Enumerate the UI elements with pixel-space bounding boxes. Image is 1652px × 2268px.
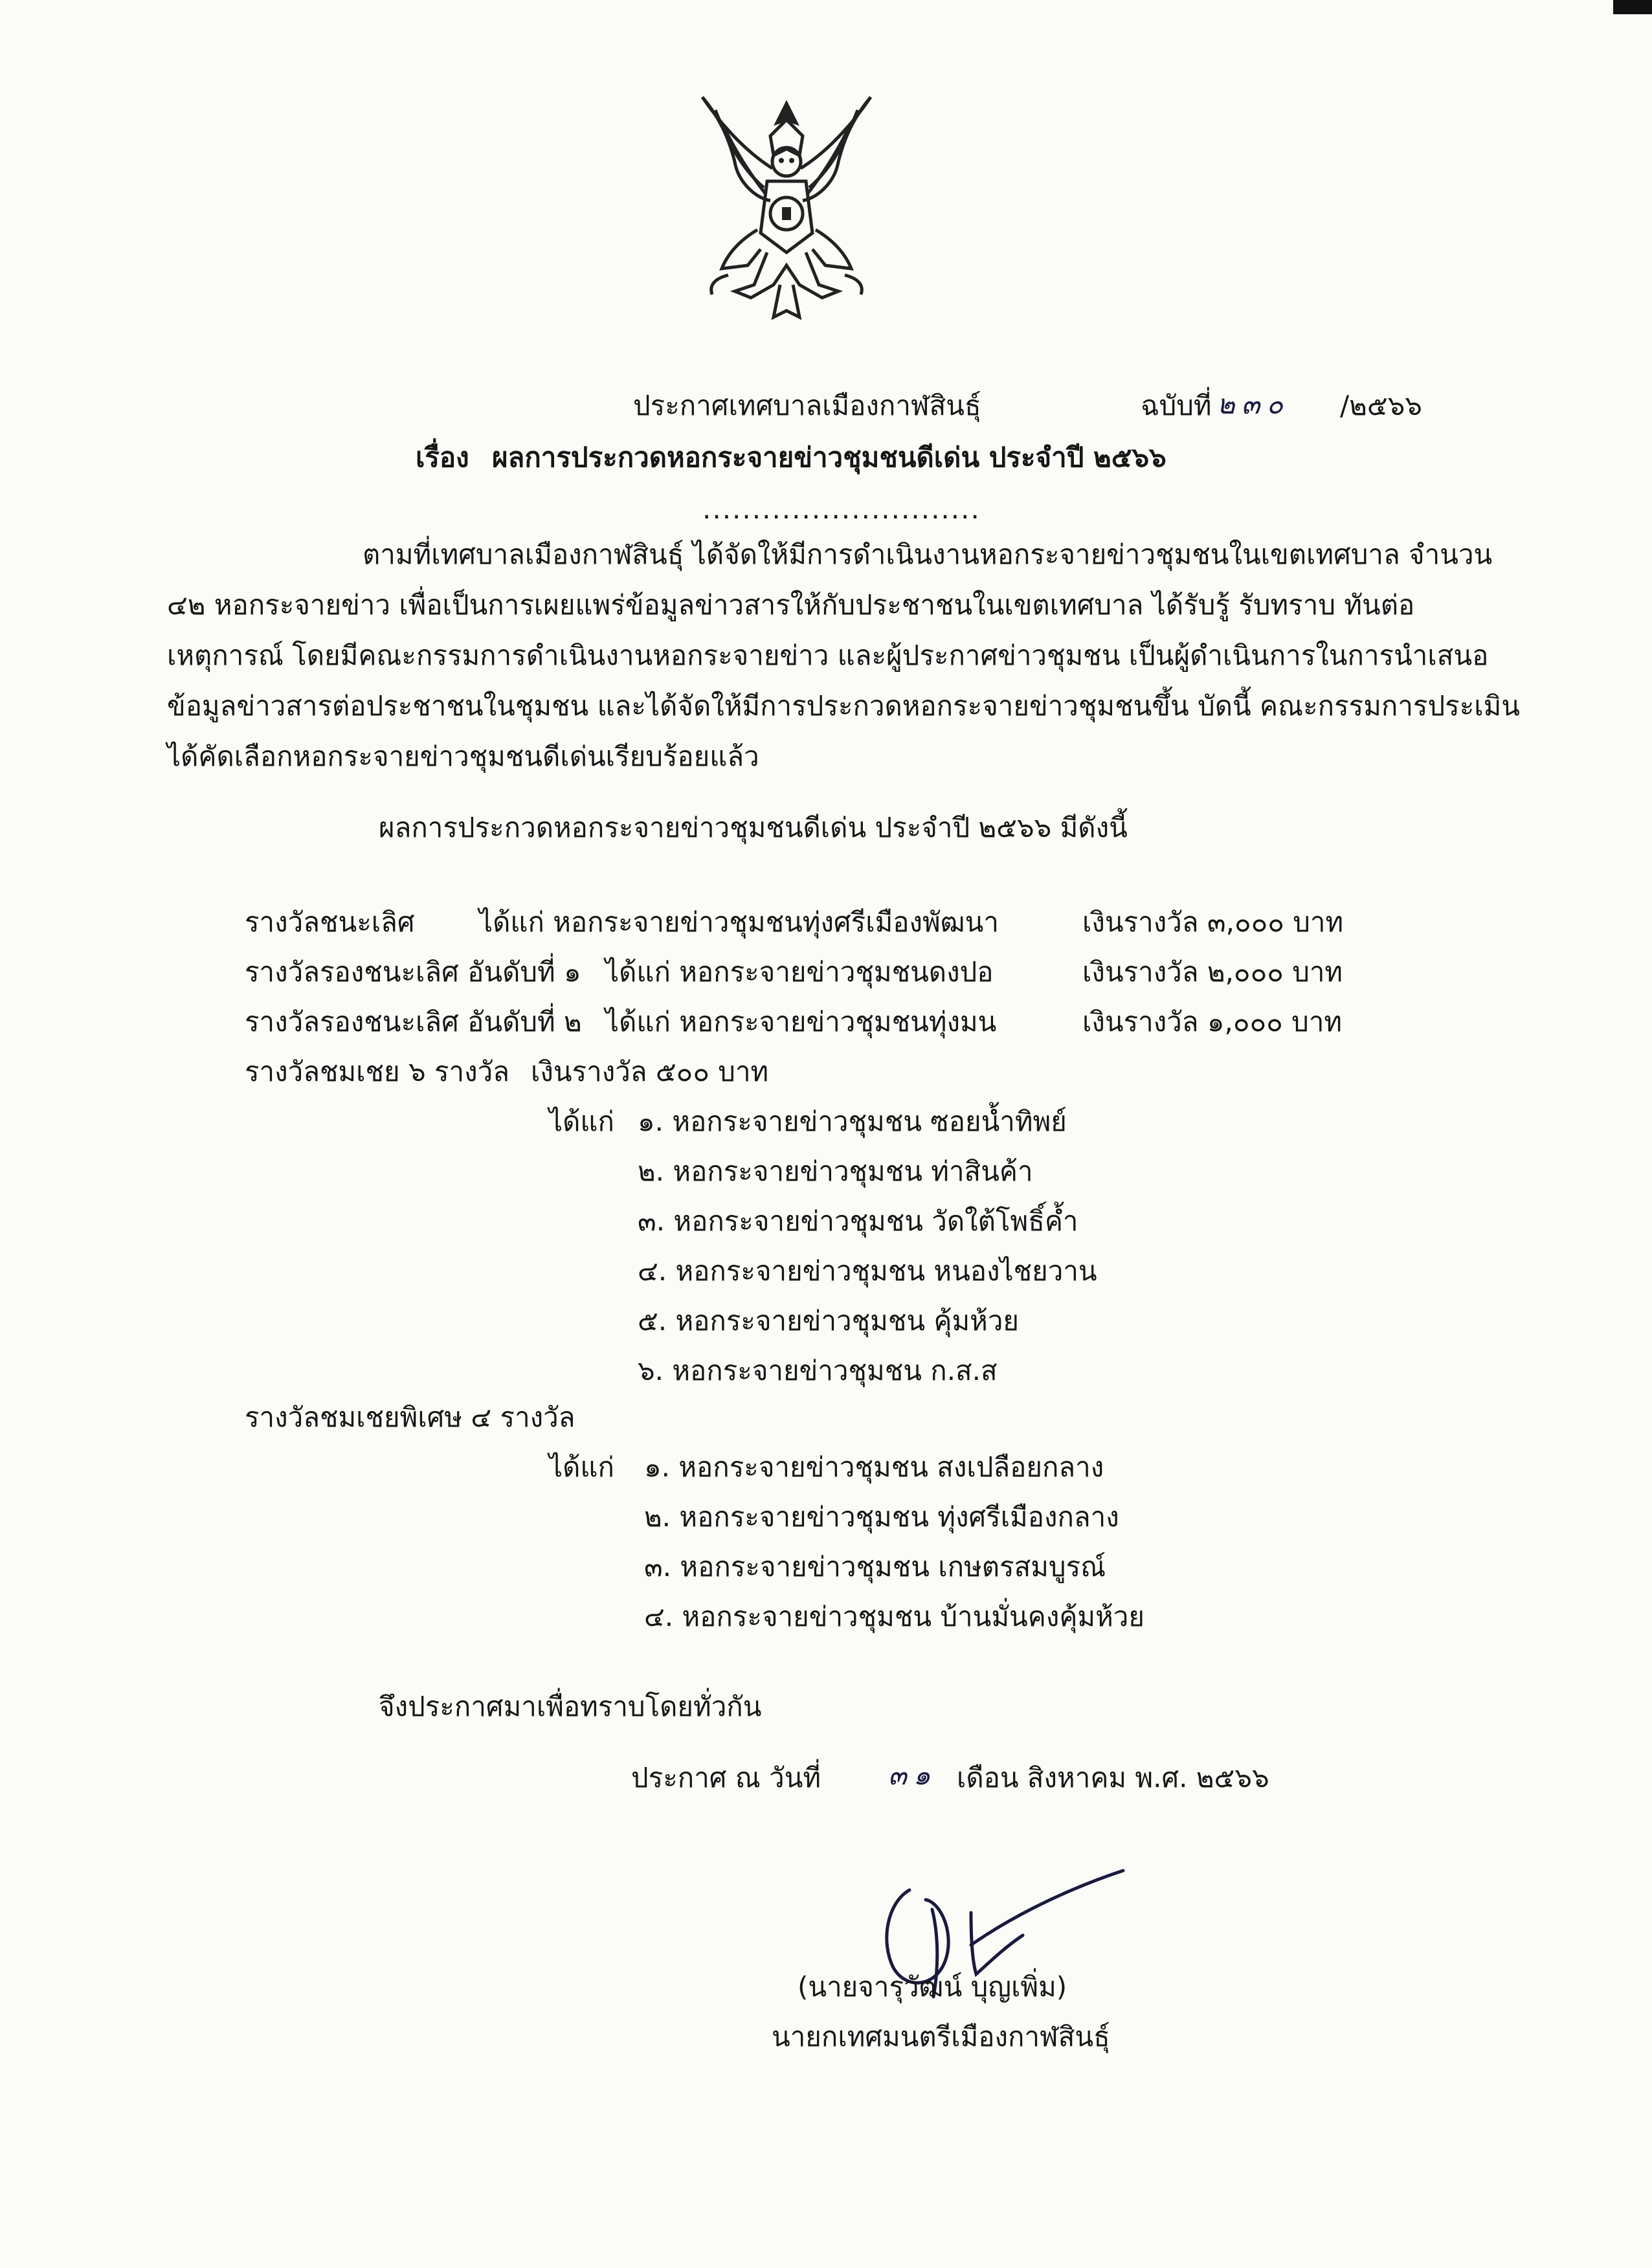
closing-statement: จึงประกาศมาเพื่อทราบโดยทั่วกัน — [379, 1691, 762, 1722]
special-item: ๓. หอกระจายข่าวชุมชน เกษตรสมบูรณ์ — [644, 1551, 1106, 1583]
honorable-item: ๕. หอกระจายข่าวชุมชน คุ้มห้วย — [638, 1305, 1020, 1337]
announcement-number-handwritten: ๒๓๐ — [1217, 388, 1290, 420]
honorable-item: ๑. หอกระจายข่าวชุมชน ซอยน้ำทิพย์ — [638, 1106, 1067, 1137]
special-item: ๔. หอกระจายข่าวชุมชน บ้านมั่นคงคุ้มห้วย — [644, 1601, 1145, 1632]
honorable-prize: เงินรางวัล ๕๐๐ บาท — [531, 1056, 769, 1087]
date-day-handwritten: ๓๑ — [888, 1759, 937, 1791]
special-item: ๑. หอกระจายข่าวชุมชน สงเปลือยกลาง — [644, 1451, 1104, 1483]
scan-corner-mark — [1613, 0, 1652, 14]
honorable-item: ๒. หอกระจายข่าวชุมชน ท่าสินค้า — [638, 1155, 1033, 1187]
paragraph-line: ได้คัดเลือกหอกระจายข่าวชุมชนดีเด่นเรียบร้อยแล้ว — [167, 740, 759, 772]
winner-recipient: ได้แก่ หอกระจายข่าวชุมชนทุ่งศรีเมืองพัฒนา — [479, 906, 999, 938]
winner-label: รางวัลชนะเลิศ — [245, 906, 415, 938]
special-label: รางวัลชมเชยพิเศษ ๔ รางวัล — [245, 1401, 575, 1433]
paragraph-line: ๔๒ หอกระจายข่าว เพื่อเป็นการเผยแพร่ข้อมูลข่าวสารให้กับประชาชนในเขตเทศบาล ได้รับรู้ รับทราบ ทันต่อ — [167, 589, 1415, 621]
results-intro: ผลการประกวดหอกระจายข่าวชุมชนดีเด่น ประจำปี ๒๕๖๖ มีดังนี้ — [379, 812, 1128, 843]
runner-up-2-prize: เงินรางวัล ๑,๐๐๐ บาท — [1082, 1006, 1343, 1038]
subject-text: ผลการประกวดหอกระจายข่าวชุมชนดีเด่น ประจำปี ๒๕๖๖ — [492, 441, 1166, 473]
signatory-position: นายกเทศมนตรีเมืองกาฬสินธุ์ — [772, 2021, 1110, 2052]
date-suffix: เดือน สิงหาคม พ.ศ. ๒๕๖๖ — [957, 1762, 1269, 1794]
runner-up-2-label: รางวัลรองชนะเลิศ อันดับที่ ๒ — [245, 1006, 582, 1038]
honorable-item: ๔. หอกระจายข่าวชุมชน หนองไชยวาน — [638, 1255, 1097, 1287]
subject-prefix: เรื่อง — [416, 441, 469, 473]
honorable-label: รางวัลชมเชย ๖ รางวัล — [245, 1056, 509, 1087]
separator-dots: ............................ — [702, 493, 981, 525]
special-recipients-prefix: ได้แก่ — [549, 1451, 614, 1483]
announcement-number-suffix: /๒๕๖๖ — [1340, 390, 1422, 421]
runner-up-1-prize: เงินรางวัล ๒,๐๐๐ บาท — [1082, 956, 1343, 988]
paragraph-line: ข้อมูลข่าวสารต่อประชาชนในชุมชน และได้จัดให้มีการประกวดหอกระจายข่าวชุมชนขึ้น บัดนี้ คณะกรรมการประเมิน — [167, 690, 1521, 722]
garuda-emblem-icon — [689, 91, 884, 327]
runner-up-1-recipient: ได้แก่ หอกระจายข่าวชุมชนดงปอ — [605, 956, 994, 988]
honorable-item: ๖. หอกระจายข่าวชุมชน ก.ส.ส — [638, 1355, 998, 1386]
announcement-number-prefix: ฉบับที่ — [1141, 390, 1212, 421]
signatory-name: (นายจารุวัฒน์ บุญเพิ่ม) — [798, 1971, 1067, 2003]
paragraph-line: ตามที่เทศบาลเมืองกาฬสินธุ์ ได้จัดให้มีการดำเนินงานหอกระจายข่าวชุมชนในเขตเทศบาล จำนวน — [363, 539, 1493, 570]
winner-prize: เงินรางวัล ๓,๐๐๐ บาท — [1082, 906, 1344, 938]
runner-up-2-recipient: ได้แก่ หอกระจายข่าวชุมชนทุ่งมน — [605, 1006, 997, 1038]
honorable-recipients-prefix: ได้แก่ — [549, 1106, 614, 1137]
runner-up-1-label: รางวัลรองชนะเลิศ อันดับที่ ๑ — [245, 956, 581, 988]
honorable-item: ๓. หอกระจายข่าวชุมชน วัดใต้โพธิ์ค้ำ — [638, 1205, 1078, 1237]
paragraph-line: เหตุการณ์ โดยมีคณะกรรมการดำเนินงานหอกระจายข่าว และผู้ประกาศข่าวชุมชน เป็นผู้ดำเนินการในการนำเสนอ — [167, 639, 1489, 671]
date-prefix: ประกาศ ณ วันที่ — [631, 1762, 821, 1794]
announcement-title: ประกาศเทศบาลเมืองกาฬสินธุ์ — [633, 390, 981, 421]
special-item: ๒. หอกระจายข่าวชุมชน ทุ่งศรีเมืองกลาง — [644, 1501, 1119, 1533]
